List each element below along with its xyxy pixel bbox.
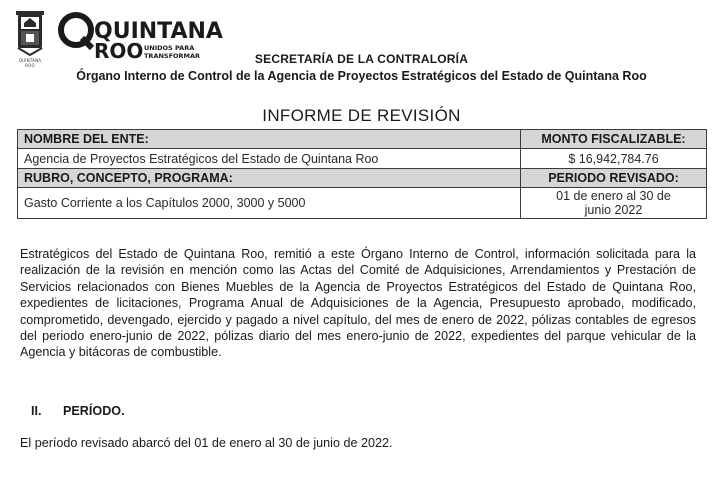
table-row: [18, 188, 707, 219]
period-value-line1: 01 de enero al 30 de: [556, 189, 671, 203]
period-value-line2: junio 2022: [584, 203, 643, 217]
section-title: PERÍODO.: [63, 404, 125, 418]
table-row: [18, 130, 707, 149]
table-row: [18, 169, 707, 188]
tagline-line1: UNIDOS PARA: [144, 44, 195, 52]
entity-value: Agencia de Proyectos Estratégicos del Estado de Quintana Roo: [18, 149, 521, 169]
table-row: [18, 149, 707, 169]
entity-label: NOMBRE DEL ENTE:: [18, 130, 521, 149]
amount-value: $ 16,942,784.76: [521, 149, 707, 169]
concept-value: Gasto Corriente a los Capítulos 2000, 3000 y 5000: [18, 188, 521, 219]
header-organo: Órgano Interno de Control de la Agencia de Proyectos Estratégicos del Estado de Quintana Roo: [76, 69, 647, 83]
report-info-table: [17, 129, 707, 219]
section-number: II.: [31, 404, 42, 418]
seal-caption: QUINTANA ROO: [18, 58, 42, 68]
report-title: INFORME DE REVISIÓN: [262, 106, 461, 125]
section-text: El período revisado abarcó del 01 de enero al 30 de junio de 2022.: [20, 436, 393, 450]
wordmark-bottom: ROO: [94, 39, 144, 63]
tagline-line2: TRANSFORMAR: [144, 52, 201, 60]
wordmark-top: QUINTANA: [94, 19, 223, 44]
period-value: [521, 188, 707, 219]
concept-label: RUBRO, CONCEPTO, PROGRAMA:: [18, 169, 521, 188]
body-paragraph: Estratégicos del Estado de Quintana Roo, remitió a este Órgano Interno de Control, información solicitada para la realización de la revisión en mención como las Actas del Comité de Adquisiciones, Arrendamientos y Prestación de Servicios relacionados con Bienes Muebles de la Agencia de Proyectos Estratégicos del Estado de Quintana Roo, expedientes de licitaciones, Programa Anual de Adquisiciones de la Agencia, Presupuesto aprobado, modificado, comprometido, devengado, ejercido y pagado a nivel capítulo, del mes de enero de 2022, pólizas contables de egresos del periodo enero-junio de 2022, pólizas diario del mes enero-junio de 2022, expedientes del parque vehicular de la Agencia y bitácoras de combustible.: [20, 247, 696, 360]
header-secretaria: SECRETARÍA DE LA CONTRALORÍA: [254, 52, 469, 66]
period-label: PERIODO REVISADO:: [521, 169, 707, 188]
section-heading: [31, 404, 125, 418]
amount-label: MONTO FISCALIZABLE:: [521, 130, 707, 149]
